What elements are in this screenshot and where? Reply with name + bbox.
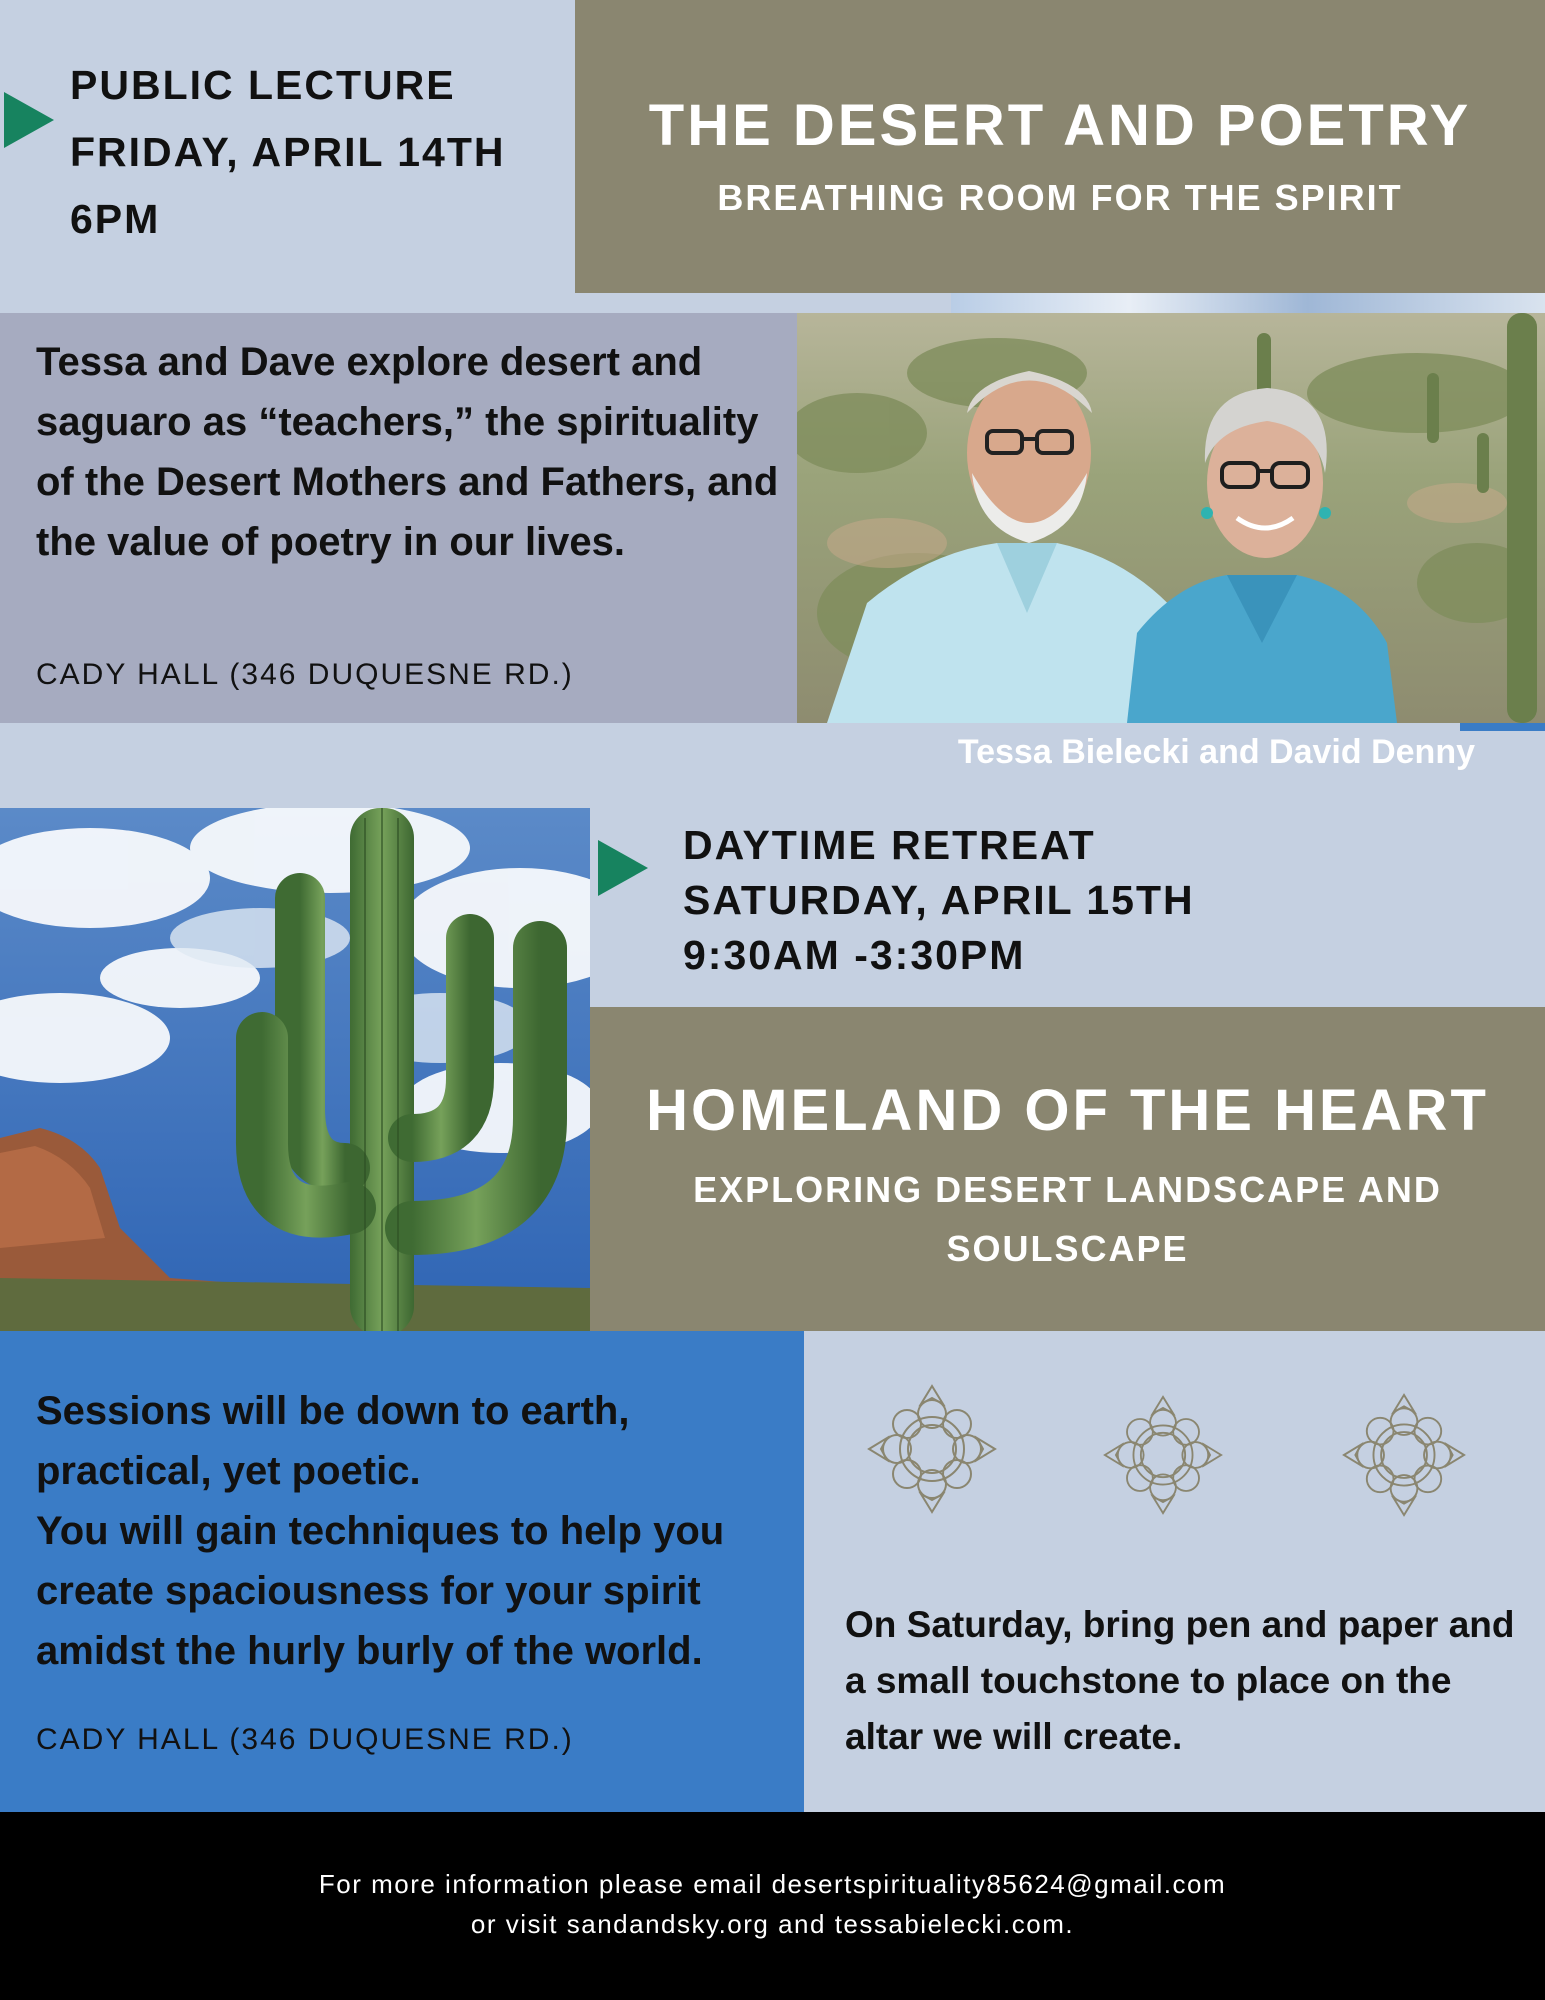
retreat-description-panel bbox=[0, 1331, 804, 1812]
mandala-icon bbox=[867, 1384, 997, 1514]
retreat-type: DAYTIME RETREAT bbox=[683, 822, 1096, 868]
sky-strip bbox=[951, 293, 1545, 313]
lecture-subtitle: BREATHING ROOM FOR THE SPIRIT bbox=[717, 177, 1403, 218]
play-arrow-icon bbox=[598, 840, 648, 896]
retreat-time: 9:30AM -3:30PM bbox=[683, 932, 1026, 978]
retreat-venue: CADY HALL (346 DUQUESNE RD.) bbox=[36, 1723, 574, 1756]
lecture-venue: CADY HALL (346 DUQUESNE RD.) bbox=[36, 658, 574, 691]
retreat-description bbox=[36, 1381, 786, 1681]
play-arrow-icon bbox=[4, 92, 54, 148]
lecture-date: FRIDAY, APRIL 14TH bbox=[70, 129, 506, 175]
lecture-title-panel bbox=[575, 0, 1545, 293]
speakers-photo bbox=[797, 313, 1545, 723]
lecture-time: 6PM bbox=[70, 196, 161, 242]
footer bbox=[0, 1812, 1545, 2000]
lecture-description-panel bbox=[0, 313, 797, 723]
retreat-description-line2: You will gain techniques to help you create spaciousness for your spirit amidst the hurly burly of the world. bbox=[36, 1509, 725, 1673]
lecture-description: Tessa and Dave explore desert and saguaro as “teachers,” the spirituality of the Desert Mothers and Fathers, and the value of poetry in our lives. bbox=[36, 340, 779, 564]
lecture-details bbox=[70, 52, 505, 253]
lecture-title: THE DESERT AND POETRY bbox=[648, 93, 1472, 158]
photo-caption: Tessa Bielecki and David Denny bbox=[957, 733, 1475, 771]
lecture-type: PUBLIC LECTURE bbox=[70, 62, 456, 108]
retreat-description-line1: Sessions will be down to earth, practical, yet poetic. bbox=[36, 1389, 630, 1493]
retreat-title: HOMELAND OF THE HEART bbox=[646, 1078, 1489, 1143]
mandala-icon bbox=[1342, 1393, 1466, 1517]
retreat-subtitle: EXPLORING DESERT LANDSCAPE AND SOULSCAPE bbox=[693, 1169, 1442, 1269]
mandala-icon bbox=[1103, 1395, 1223, 1515]
photo-edge-accent bbox=[1460, 723, 1545, 731]
retreat-date: SATURDAY, APRIL 15TH bbox=[683, 877, 1195, 923]
bring-note: On Saturday, bring pen and paper and a small touchstone to place on the altar we will create. bbox=[845, 1604, 1515, 1757]
saguaro-photo bbox=[0, 808, 590, 1336]
footer-web-line: or visit sandandsky.org and tessabielecki.com. bbox=[470, 1909, 1075, 1939]
retreat-title-panel bbox=[590, 1007, 1545, 1331]
lecture-info-panel bbox=[0, 0, 575, 313]
footer-email-line: For more information please email desertspirituality85624@gmail.com bbox=[318, 1869, 1227, 1899]
retreat-details bbox=[683, 818, 1195, 983]
